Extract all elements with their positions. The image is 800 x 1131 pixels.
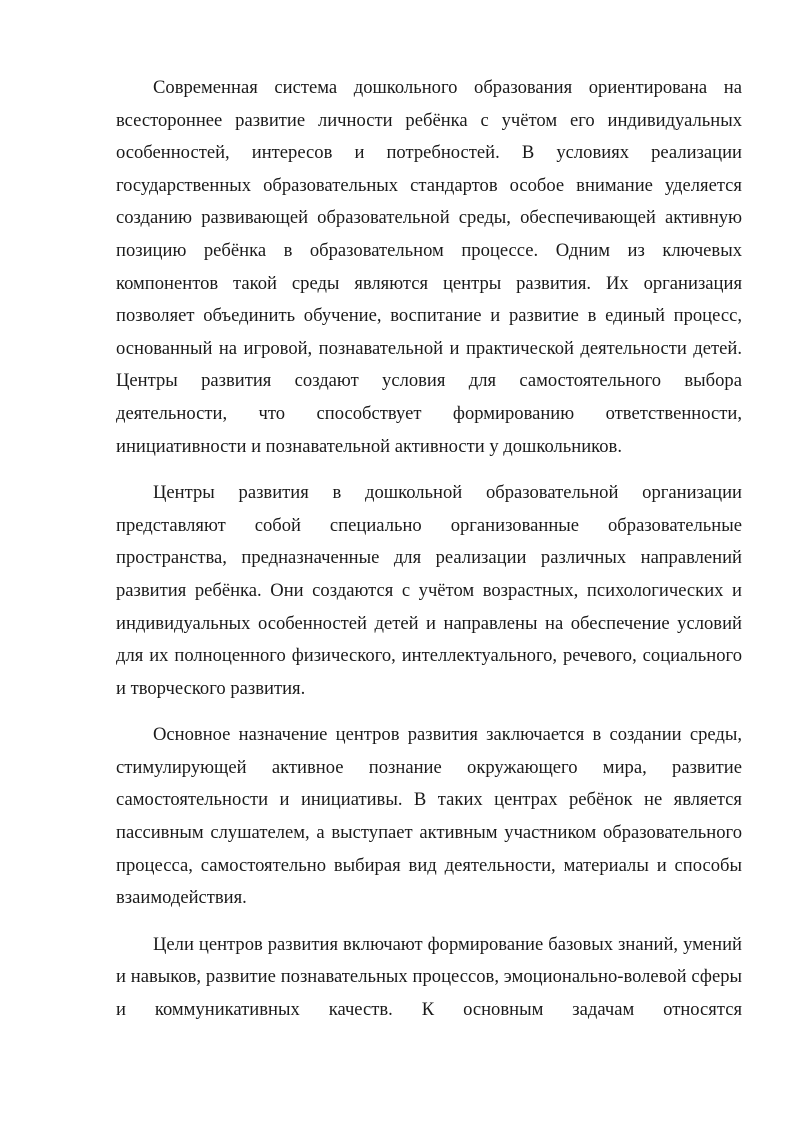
- paragraph-3: Основное назначение центров развития заключается в создании среды, стимулирующей активное познание окружающего мира, развитие самостоятельности и инициативы. В таких центрах ребёнок не является пассивным слушателем, а выступает активным участником образовательного процесса, самостоятельно выбирая вид деятельности, материалы и способы взаимодействия.: [116, 724, 742, 909]
- paragraph-4: Цели центров развития включают формирование базовых знаний, умений и навыков, развитие познавательных процессов, эмоционально-волевой сферы и коммуникативных качеств. К основным задачам относятся: [116, 933, 742, 1021]
- paragraph-1: Современная система дошкольного образования ориентирована на всестороннее развитие личности ребёнка с учётом его индивидуальных особенностей, интересов и потребностей. В условиях реализации государственных образовательных стандартов особое внимание уделяется созданию развивающей образовательной среды, обеспечивающей активную позицию ребёнка в образовательном процессе. Одним из ключевых компонентов такой среды являются центры развития. Их организация позволяет объединить обучение, воспитание и развитие в единый процесс, основанный на игровой, познавательной и практической деятельности детей. Центры развития создают условия для самостоятельного выбора деятельности, что способствует формированию ответственности, инициативности и познавательной активности у дошкольников.: [116, 77, 742, 457]
- document-body: [116, 72, 742, 1041]
- paragraph-2: Центры развития в дошкольной образовательной организации представляют собой специально организованные образовательные пространства, предназначенные для реализации различных направлений развития ребёнка. Они создаются с учётом возрастных, психологических и индивидуальных особенностей детей и направлены на обеспечение условий для их полноценного физического, интеллектуального, речевого, социального и творческого развития.: [116, 482, 742, 699]
